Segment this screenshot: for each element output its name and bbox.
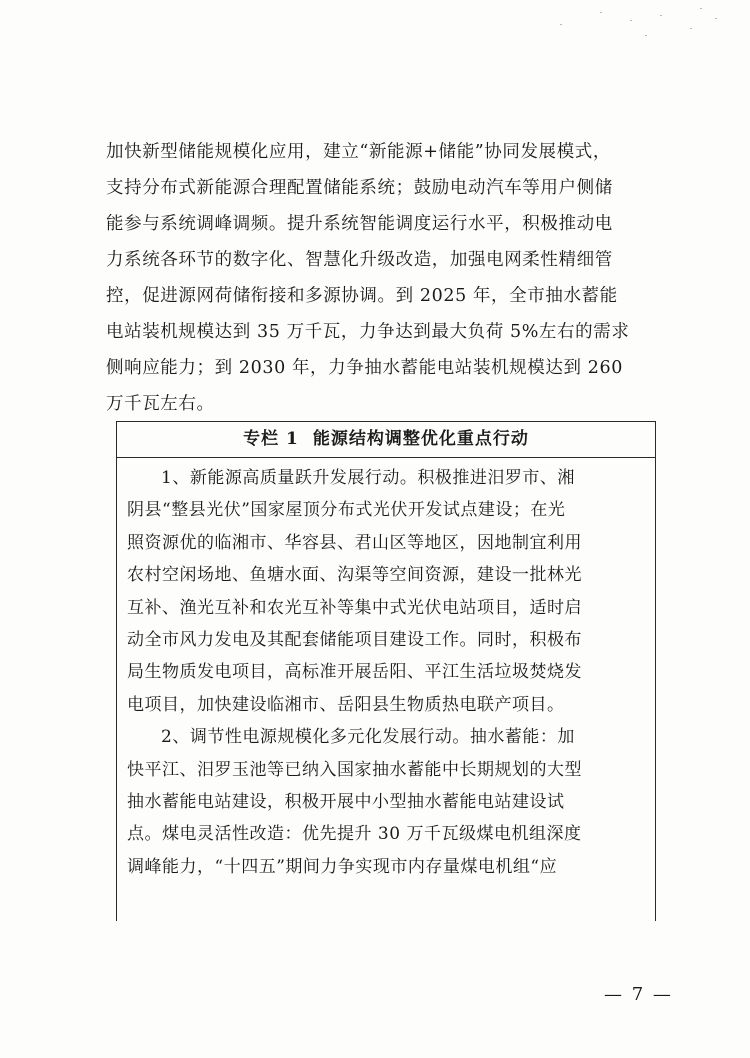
box-line: 阴县“整县光伏”国家屋顶分布式光伏开发试点建设；在光 [127, 500, 566, 521]
body-line: 控，促进源网荷储衔接和多源协调。到 2025 年，全市抽水蓄能 [106, 286, 618, 306]
page-number: — 7 — [604, 984, 673, 1005]
box-line: 1、新能源高质量跃升发展行动。积极推进汨罗市、湘 [161, 468, 575, 488]
box-line: 照资源优的临湘市、华容县、君山区等地区，因地制宜利用 [127, 532, 582, 553]
scan-speckle [645, 35, 647, 36]
body-paragraph [106, 134, 672, 422]
box-line: 电项目，加快建设临湘市、岳阳县生物质热电联产项目。 [127, 694, 565, 715]
scan-speckle [600, 12, 602, 13]
sidebar-box [116, 421, 656, 921]
box-line: 互补、渔光互补和农光互补等集中式光伏电站项目，适时启 [127, 597, 582, 618]
box-line: 抽水蓄能电站建设，积极开展中小型抽水蓄能电站建设试 [127, 792, 565, 813]
body-line: 加快新型储能规模化应用，建立“新能源+储能”协同发展模式， [106, 142, 611, 162]
box-line: 局生物质发电项目，高标准开展岳阳、平江生活垃圾焚烧发 [127, 662, 582, 683]
body-line: 力系统各环节的数字化、智慧化升级改造，加强电网柔性精细管 [106, 250, 613, 270]
scan-speckle [690, 28, 692, 29]
box-line: 快平江、汨罗玉池等已纳入国家抽水蓄能中长期规划的大型 [127, 759, 582, 780]
body-line: 万千瓦左右。 [106, 394, 215, 414]
box-line: 2、调节性电源规模化多元化发展行动。抽水蓄能：加 [161, 727, 575, 748]
box-line: 动全市风力发电及其配套储能项目建设工作。同时，积极布 [127, 630, 582, 651]
box-line: 点。煤电灵活性改造：优先提升 30 万千瓦级煤电机组深度 [127, 824, 582, 845]
box-line: 农村空闲场地、鱼塘水面、沟渠等空间资源，建设一批林光 [127, 565, 582, 586]
scan-speckle [715, 18, 717, 19]
scan-speckle [630, 20, 632, 21]
scan-speckle [660, 15, 662, 16]
sidebar-box-label: 专栏 1 [243, 429, 299, 449]
sidebar-box-header [117, 422, 655, 458]
body-line: 电站装机规模达到 35 万千瓦，力争达到最大负荷 5%左右的需求 [106, 322, 630, 342]
scan-speckle [560, 24, 562, 25]
box-line: 调峰能力，“十四五”期间力争实现市内存量煤电机组“应 [127, 856, 558, 877]
body-line: 侧响应能力；到 2030 年，力争抽水蓄能电站装机规模达到 260 [106, 358, 623, 378]
sidebar-box-title: 能源结构调整优化重点行动 [312, 429, 529, 449]
body-line: 支持分布式新能源合理配置储能系统；鼓励电动汽车等用户侧储 [106, 178, 613, 198]
body-line: 能参与系统调峰调频。提升系统智能调度运行水平，积极推动电 [106, 214, 613, 234]
sidebar-box-content [127, 462, 649, 883]
scan-speckle [700, 8, 702, 9]
